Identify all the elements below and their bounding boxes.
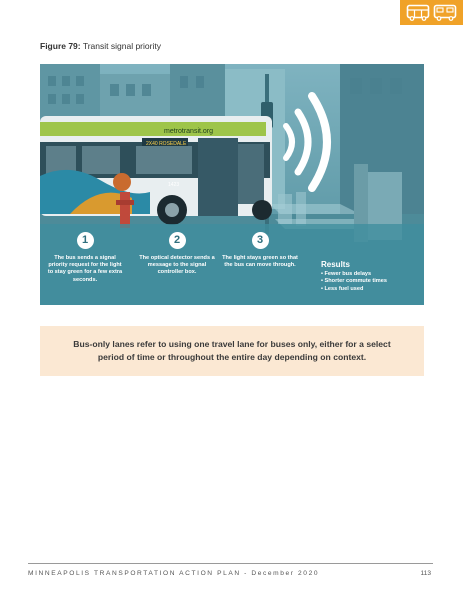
list-item: • Shorter commute times	[321, 278, 387, 285]
callout-text: Bus-only lanes refer to using one travel lane for buses only, either for a select period of time or throughout the entire day depending on context.	[73, 339, 391, 362]
transit-signal-priority-figure	[40, 64, 424, 305]
figure-step-1	[47, 232, 123, 284]
bus-number: 1423	[168, 182, 180, 188]
step-number-badge: 1	[77, 232, 94, 249]
step-number-badge: 2	[169, 232, 186, 249]
footer-divider	[28, 563, 433, 564]
results-title: Results	[321, 260, 350, 269]
list-item: • Fewer bus delays	[321, 271, 387, 278]
step-number-badge: 3	[252, 232, 269, 249]
step-description: The bus sends a signal priority request for the light to stay green for a few extra seconds.	[47, 255, 123, 283]
figure-caption-text: Transit signal priority	[82, 41, 161, 51]
mode-badge	[400, 0, 463, 25]
figure-step-2	[139, 232, 215, 277]
footer-document-title: MINNEAPOLIS TRANSPORTATION ACTION PLAN - December 2020	[28, 570, 320, 577]
results-list	[321, 271, 387, 293]
step-description: The light stays green so that the bus can move through.	[222, 255, 298, 269]
bus-sign: 2X40 ROSEDALE	[146, 141, 187, 147]
truck-icon	[433, 4, 457, 21]
step-description: The optical detector sends a message to the signal controller box.	[139, 255, 215, 276]
bus-url: metrotransit.org	[164, 128, 214, 135]
results-box	[321, 260, 387, 293]
list-item: • Less fuel used	[321, 286, 387, 293]
bus-lanes-callout	[40, 326, 424, 376]
page-number: 113	[420, 570, 431, 577]
figure-step-3	[222, 232, 298, 269]
figure-caption	[40, 41, 161, 51]
bus-icon	[406, 4, 430, 21]
figure-caption-label: Figure 79:	[40, 41, 81, 51]
